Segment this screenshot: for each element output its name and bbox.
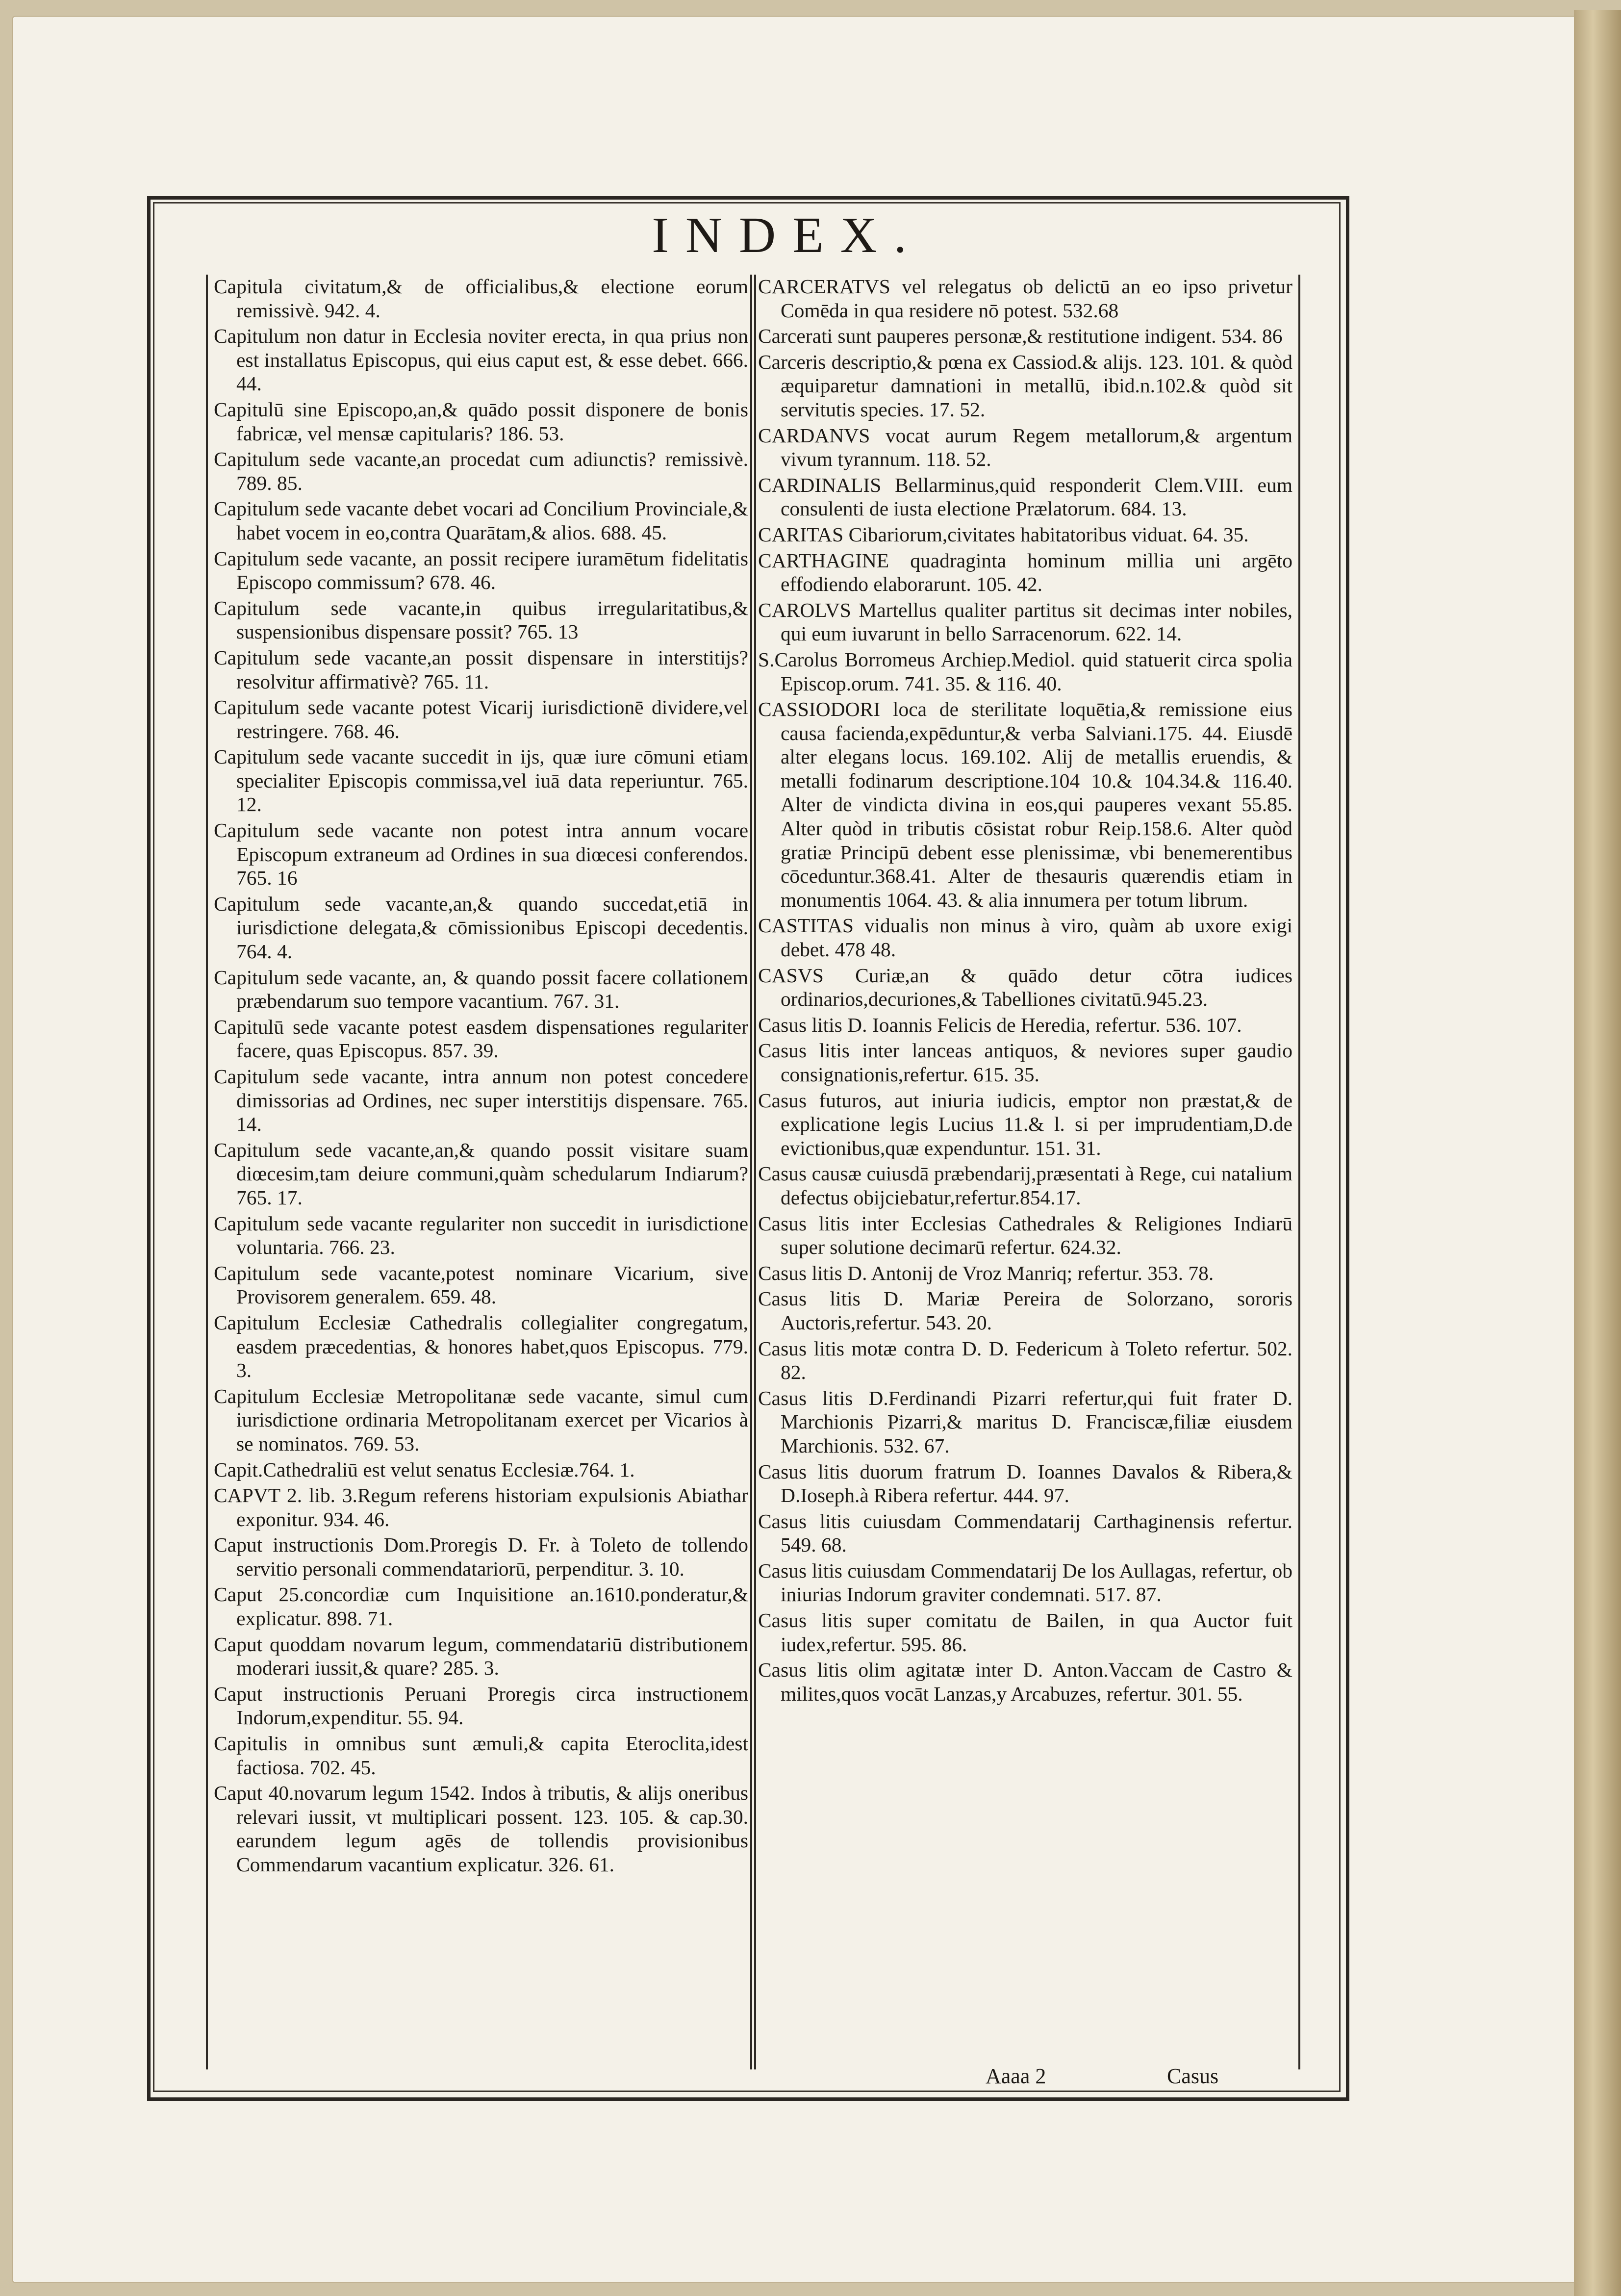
index-column-left	[206, 275, 756, 2069]
index-entry: Capitulum sede vacante, an, & quando possit facere collationem præbendarum suo tempore vacantium. 767. 31.	[214, 966, 748, 1013]
index-entry: Capitulum sede vacante potest Vicarij iurisdictionē dividere,vel restringere. 768. 46.	[214, 696, 748, 742]
index-entry: CASVS Curiæ,an & quādo detur cōtra iudices ordinarios,decuriones,& Tabelliones civitatū.945.23.	[758, 964, 1292, 1011]
index-entry: Casus litis olim agitatæ inter D. Anton.Vaccam de Castro & milites,quos vocāt Lanzas,y Arcabuzes, refertur. 301. 55.	[758, 1658, 1292, 1705]
index-entry: CAPVT 2. lib. 3.Regum referens historiam expulsionis Abiathar exponitur. 934. 46.	[214, 1484, 748, 1531]
index-entry: Capitulum sede vacante, intra annum non potest concedere dimissorias ad Ordines, nec super interstitijs dispensare. 765. 14.	[214, 1065, 748, 1136]
index-entry: CARTHAGINE quadraginta hominum millia uni argēto effodiendo elaborarunt. 105. 42.	[758, 549, 1292, 596]
index-entry: Capitulum sede vacante,an possit dispensare in interstitijs?resolvitur affirmativè? 765. 11.	[214, 646, 748, 693]
index-entry: Casus litis super comitatu de Bailen, in qua Auctor fuit iudex,refertur. 595. 86.	[758, 1609, 1292, 1656]
index-entry: CASSIODORI loca de sterilitate loquētia,& remissione eius causa facienda,expēduntur,& verba Salviani.175. 44. Eiusdē alter elegans locus. 169.102. Alij de metallis eruendis, & metalli fodinarum descriptione.104 10.& 104.34.& 116.40. Alter de vindicta divina in eos,qui pauperes vexant 55.85. Alter quòd in tributis cōsistat robur Reip.158.6. Alter quòd gratiæ Principū debent esse plenissimæ, vbi benemerentibus cōceduntur.368.41. Alter de thesauris quærendis etiam in monumentis 1064. 43. & alia innumera per totum librum.	[758, 698, 1292, 911]
index-entry: Capitulum sede vacante,an procedat cum adiunctis? remissivè. 789. 85.	[214, 448, 748, 494]
index-entry: S.Carolus Borromeus Archiep.Mediol. quid statuerit circa spolia Episcop.orum. 741. 35. & 116. 40.	[758, 648, 1292, 695]
index-entry: Capitulum sede vacante non potest intra annum vocare Episcopum extraneum ad Ordines in sua diœcesi conferendos. 765. 16	[214, 819, 748, 890]
page-title: INDEX.	[652, 207, 923, 263]
catchword: Casus	[1167, 2064, 1219, 2088]
index-entry: Casus futuros, aut iniuria iudicis, emptor non præstat,& de explicatione legis Lucius 11.& l. si per imprudentiam,D.de evictionibus,quæ expenduntur. 151. 31.	[758, 1089, 1292, 1159]
index-entry: Casus litis cuiusdam Commendatarij De los Aullagas, refertur, ob iniurias Indorum graviter condemnati. 517. 87.	[758, 1559, 1292, 1606]
signature-mark: Aaaa 2	[986, 2064, 1046, 2088]
index-entry: Carcerati sunt pauperes personæ,& restitutione indigent. 534. 86	[758, 325, 1283, 348]
index-entry: Casus litis cuiusdam Commendatarij Carthaginensis refertur. 549. 68.	[758, 1509, 1292, 1556]
index-entry: CASTITAS vidualis non minus à viro, quàm ab uxore exigi debet. 478 48.	[758, 914, 1292, 961]
index-entry: Capitulū sede vacante potest easdem dispensationes regulariter facere, quas Episcopus. 857. 39.	[214, 1015, 748, 1062]
index-entry: Capitulum sede vacante,an,& quando succedat,etiā in iurisdictione delegata,& cōmissionibus Episcopi decedentis. 764. 4.	[214, 892, 748, 963]
index-entry: Capitulum sede vacante, an possit recipere iuramētum fidelitatis Episcopo commissum? 678. 46.	[214, 547, 748, 594]
index-entry: Capitulum sede vacante,an,& quando possit visitare suam diœcesim,tam deiure communi,quàm schedularum Indiarum? 765. 17.	[214, 1138, 748, 1209]
index-entry: Capitulum sede vacante debet vocari ad Concilium Provinciale,& habet vocem in eo,contra Quarātam,& alios. 688. 45.	[214, 497, 748, 544]
index-entry: Capitulum non datur in Ecclesia noviter erecta, in qua prius non est installatus Episcopus, qui eius caput est, & esse debet. 666. 44.	[214, 325, 748, 395]
index-entry: CAROLVS Martellus qualiter partitus sit decimas inter nobiles, qui eum iuvarunt in bello Sarracenorum. 622. 14.	[758, 598, 1292, 645]
index-entry: Capitulum sede vacante,potest nominare Vicarium, sive Provisorem generalem. 659. 48.	[214, 1261, 748, 1308]
index-entry: CARITAS Cibariorum,civitates habitatoribus viduat. 64. 35.	[758, 523, 1249, 546]
index-entry: Carceris descriptio,& pœna ex Cassiod.& alijs. 123. 101. & quòd æquiparetur damnationi in metallū, ibid.n.102.& quòd sit servitutis species. 17. 52.	[758, 350, 1292, 421]
index-entry: Caput quoddam novarum legum, commendatariū distributionem moderari iussit,& quare? 285. 3.	[214, 1633, 748, 1680]
index-entry: CARDANVS vocat aurum Regem metallorum,& argentum vivum tyrannum. 118. 52.	[758, 424, 1292, 471]
index-entry: Capitulum Ecclesiæ Cathedralis collegialiter congregatum, easdem præcedentias, & honores habet,quos Episcopus. 779. 3.	[214, 1311, 748, 1382]
index-entry: Casus litis inter Ecclesias Cathedrales & Religiones Indiarū super solutione decimarū refertur. 624.32.	[758, 1212, 1292, 1259]
index-entry: Casus litis D. Mariæ Pereira de Solorzano, sororis Auctoris,refertur. 543. 20.	[758, 1287, 1292, 1334]
bottom-rule	[147, 2098, 1349, 2101]
index-entry: Casus litis inter lanceas antiquos, & neviores super gaudio consignationis,refertur. 615. 35.	[758, 1039, 1292, 1086]
index-entry: CARDINALIS Bellarminus,quid responderit Clem.VIII. eum consulenti de iusta electione Prælatorum. 684. 13.	[758, 473, 1292, 520]
index-entry: Casus litis D.Ferdinandi Pizarri refertur,qui fuit frater D. Marchionis Pizarri,& maritus D. Franciscæ,filiæ eiusdem Marchionis. 532. 67.	[758, 1386, 1292, 1457]
index-entry: Capitulis in omnibus sunt æmuli,& capita Eteroclita,idest factiosa. 702. 45.	[214, 1732, 748, 1779]
index-entry: CARCERATVS vel relegatus ob delictū an eo ipso privetur Comēda in qua residere nō potest. 532.68	[758, 275, 1292, 322]
index-entry: Caput 40.novarum legum 1542. Indos à tributis, & alijs oneribus relevari iussit, vt multiplicari possent. 123. 105. & cap.30. earundem legum agēs de tollendis provisionibus Commendarum vacantium explicatur. 326. 61.	[214, 1782, 748, 1876]
index-entry: Caput 25.concordiæ cum Inquisitione an.1610.ponderatur,& explicatur. 898. 71.	[214, 1583, 748, 1630]
index-entry: Capitula civitatum,& de officialibus,& electione eorum remissivè. 942. 4.	[214, 275, 748, 322]
index-entry: Capit.Cathedraliū est velut senatus Ecclesiæ.764. 1.	[214, 1458, 635, 1481]
index-entry: Capitulum Ecclesiæ Metropolitanæ sede vacante, simul cum iurisdictione ordinaria Metropolitanam exercet per Vicarios à se nominatos. 769. 53.	[214, 1384, 748, 1455]
index-entry: Capitulū sine Episcopo,an,& quādo possit disponere de bonis fabricæ, vel mensæ capitularis? 186. 53.	[214, 398, 748, 445]
index-entry: Casus litis D. Antonij de Vroz Manriq; refertur. 353. 78.	[758, 1261, 1214, 1284]
index-entry: Capitulum sede vacante succedit in ijs, quæ iure cōmuni etiam specialiter Episcopis commissa,vel iuā data reperiuntur. 765. 12.	[214, 745, 748, 816]
index-column-right	[750, 275, 1300, 2069]
page-edge	[1574, 10, 1621, 2296]
index-entry: Casus litis D. Ioannis Felicis de Heredia, refertur. 536. 107.	[758, 1013, 1242, 1036]
index-entry: Capitulum sede vacante,in quibus irregularitatibus,& suspensionibus dispensare possit? 765. 13	[214, 596, 748, 643]
index-entry: Caput instructionis Peruani Proregis circa instructionem Indorum,expenditur. 55. 94.	[214, 1682, 748, 1729]
index-entry: Casus litis motæ contra D. D. Federicum à Toleto refertur. 502. 82.	[758, 1337, 1292, 1384]
index-entry: Caput instructionis Dom.Proregis D. Fr. à Toleto de tollendo servitio personali commendatariorū, perpenditur. 3. 10.	[214, 1533, 748, 1580]
index-entry: Casus litis duorum fratrum D. Ioannes Davalos & Ribera,& D.Ioseph.à Ribera refertur. 444. 97.	[758, 1460, 1292, 1507]
index-entry: Casus causæ cuiusdā præbendarij,præsentati à Rege, cui natalium defectus obijciebatur,refertur.854.17.	[758, 1162, 1292, 1209]
index-entry: Capitulum sede vacante regulariter non succedit in iurisdictione voluntaria. 766. 23.	[214, 1212, 748, 1259]
